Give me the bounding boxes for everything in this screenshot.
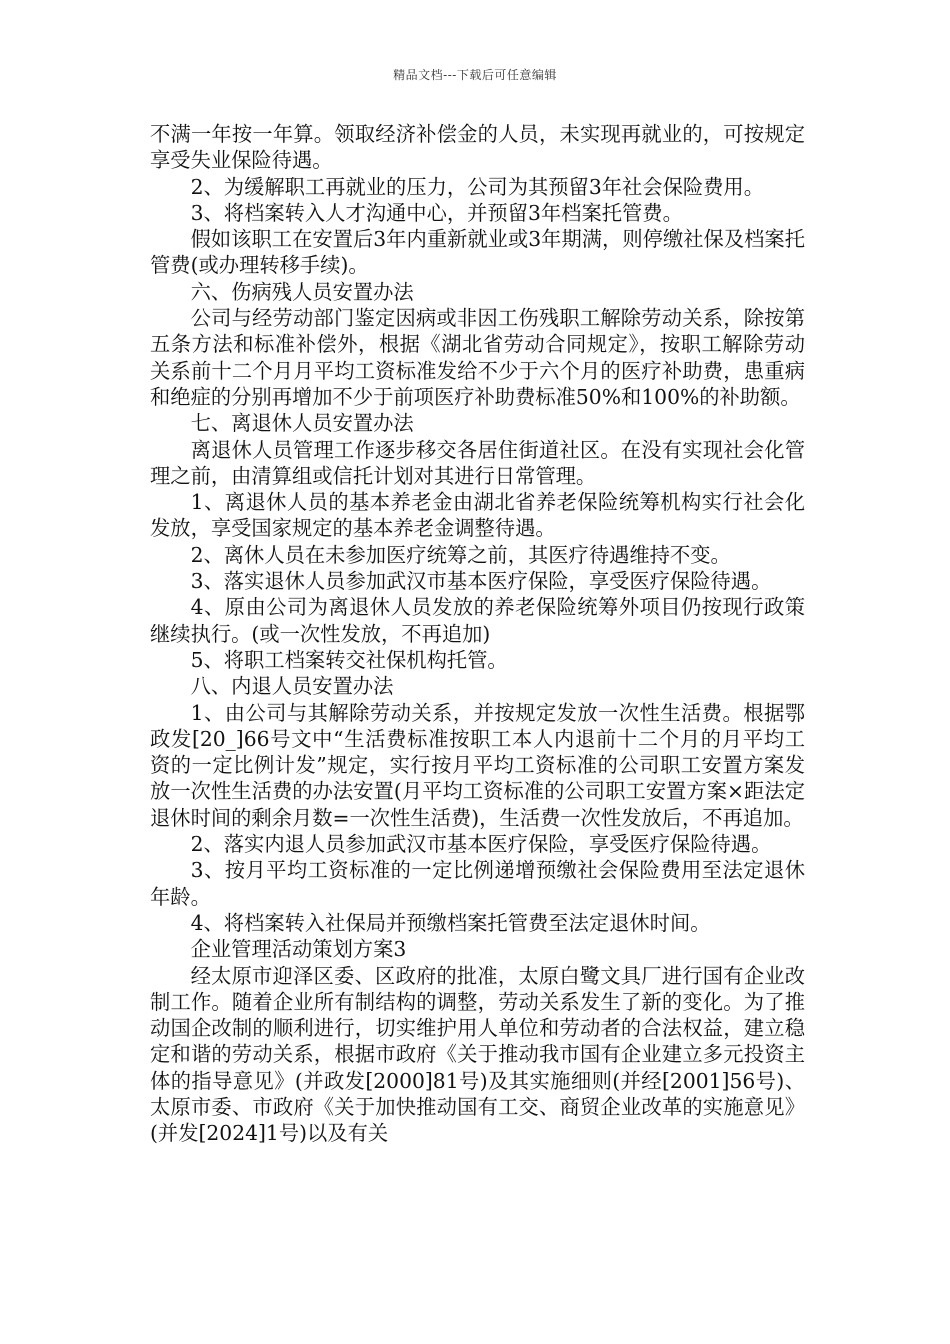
paragraph: 3、将档案转入人才沟通中心，并预留3年档案托管费。 [190,200,683,225]
section-heading: 六、伤病残人员安置办法 [190,279,414,304]
paragraph: 2、离休人员在未参加医疗统筹之前，其医疗待遇维持不变。 [190,542,731,567]
section-heading: 八、内退人员安置办法 [190,674,394,699]
paragraph: 公司与经劳动部门鉴定因病或非因工伤残职工解除劳动关系，除按第五条方法和标准补偿外，根据《湖北省劳动合同规定》，按职工解除劳动关系前十二个月月平均工资标准发给不少于六个月的医疗补助费，患重病和绝症的分别再增加不少于前项医疗补助费标准50%和100%的补助额。 [150,306,805,409]
paragraph: 2、为缓解职工再就业的压力，公司为其预留3年社会保险费用。 [190,174,764,199]
paragraph: 5、将职工档案转交社保机构托管。 [190,647,508,672]
paragraph: 1、离退休人员的基本养老金由湖北省养老保险统筹机构实行社会化发放，享受国家规定的基本养老金调整待遇。 [150,490,805,541]
paragraph: 离退休人员管理工作逐步移交各居住街道社区。在没有实现社会化管理之前，由清算组或信托计划对其进行日常管理。 [150,437,805,488]
paragraph: 不满一年按一年算。领取经济补偿金的人员，未实现再就业的，可按规定享受失业保险待遇。 [150,122,805,173]
paragraph: 3、按月平均工资标准的一定比例递增预缴社会保险费用至法定退休年龄。 [150,858,805,909]
paragraph: 3、落实退休人员参加武汉市基本医疗保险，享受医疗保险待遇。 [190,569,772,594]
paragraph: 2、落实内退人员参加武汉市基本医疗保险，享受医疗保险待遇。 [190,832,772,857]
page-header: 精品文档---下载后可任意编辑 [393,68,557,82]
paragraph: 1、由公司与其解除劳动关系，并按规定发放一次性生活费。根据鄂政发[20_]66号文中“生活费标准按职工本人内退前十二个月的月平均工资的一定比例计发”规定，实行按月平均工资标准的公司职工安置方案发放一次性生活费的办法安置(月平均工资标准的公司职工安置方案×距法定退休时间的剩余月数=一次性生活费)，生活费一次性发放后，不再追加。 [150,700,805,830]
document-body [150,121,805,1147]
paragraph: 假如该职工在安置后3年内重新就业或3年期满，则停缴社保及档案托管费(或办理转移手续)。 [150,227,805,278]
paragraph: 4、将档案转入社保局并预缴档案托管费至法定退休时间。 [190,910,711,935]
section-heading: 七、离退休人员安置办法 [190,411,414,436]
section-heading: 企业管理活动策划方案3 [190,937,407,962]
paragraph: 4、原由公司为离退休人员发放的养老保险统筹外项目仍按现行政策继续执行。(或一次性发放，不再追加) [150,595,805,646]
paragraph: 经太原市迎泽区委、区政府的批准，太原白鹭文具厂进行国有企业改制工作。随着企业所有制结构的调整，劳动关系发生了新的变化。为了推动国企改制的顺利进行，切实维护用人单位和劳动者的合法权益，建立稳定和谐的劳动关系，根据市政府《关于推动我市国有企业建立多元投资主体的指导意见》(并政发[2000]81号)及其实施细则(并经[2001]56号)、太原市委、市政府《关于加快推动国有工交、商贸企业改革的实施意见》(并发[2024]1号)以及有关 [150,963,805,1146]
